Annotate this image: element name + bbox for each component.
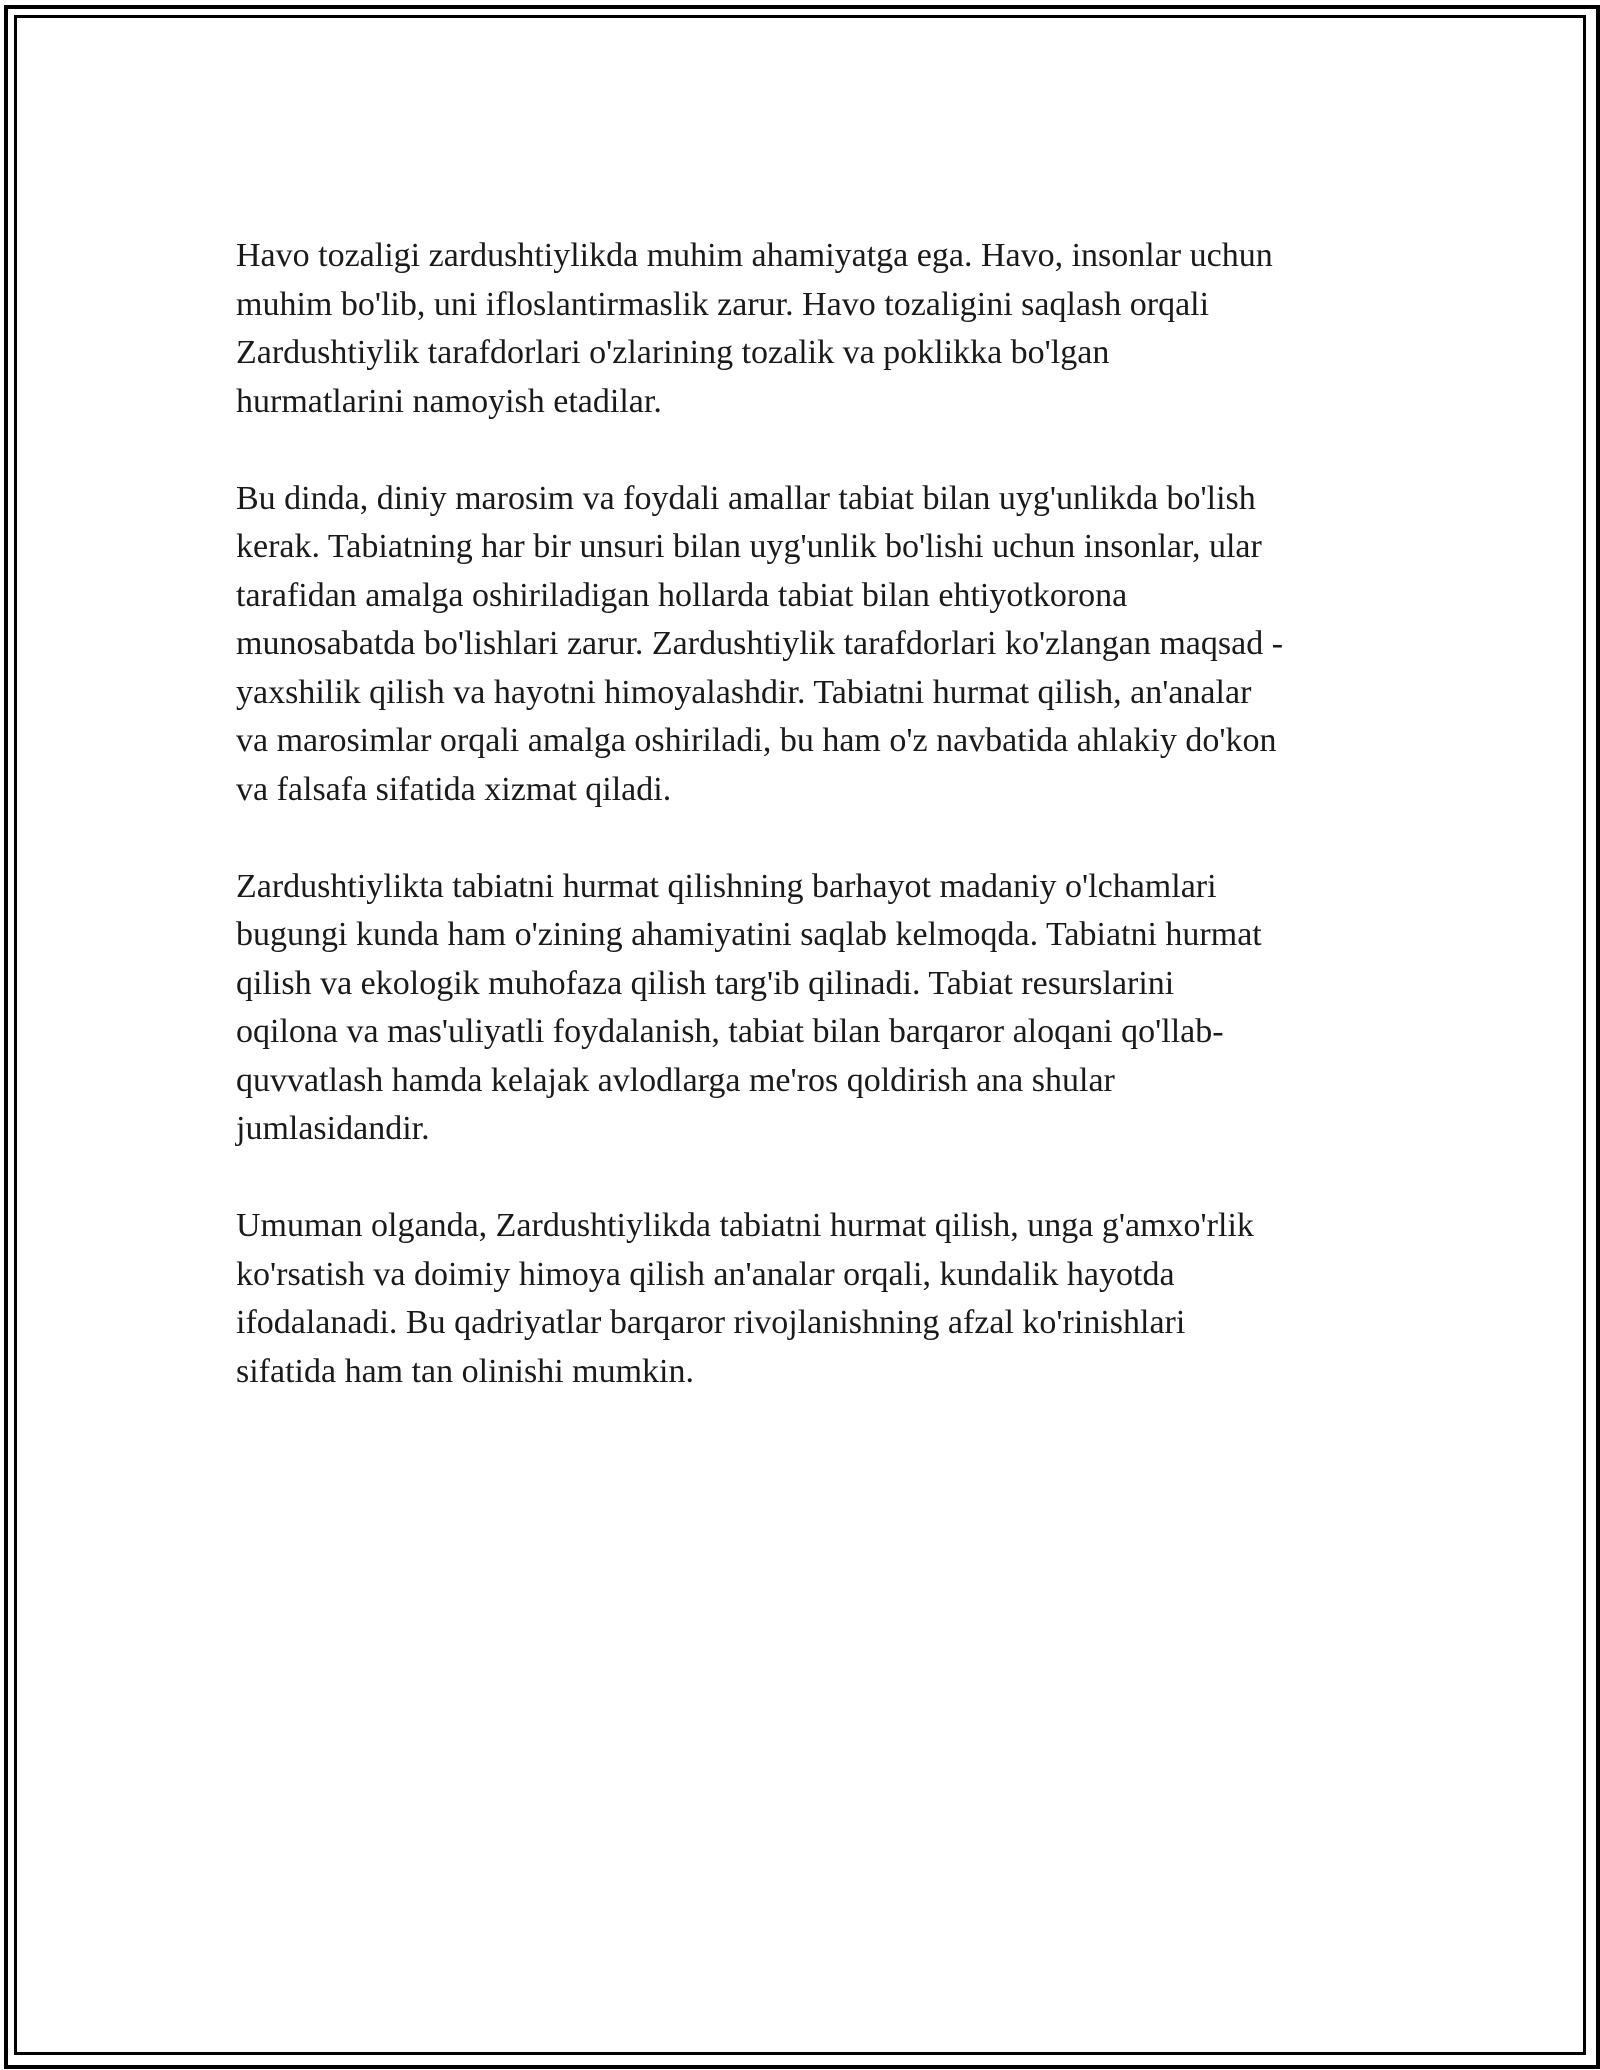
- text-line: qilish va ekologik muhofaza qilish targ'ib qilinadi. Tabiat resurslarini: [236, 964, 1175, 1002]
- text-line: tarafidan amalga oshiriladigan hollarda tabiat bilan ehtiyotkorona: [236, 576, 1128, 614]
- text-line: jumlasidandir.: [236, 1110, 430, 1147]
- text-line: bugungi kunda ham o'zining ahamiyatini saqlab kelmoqda. Tabiatni hurmat: [236, 916, 1262, 953]
- text-line: munosabatda bo'lishlari zarur. Zardushtiylik tarafdorlari ko'zlangan maqsad -: [236, 625, 1284, 662]
- text-line: Zardushtiylikta tabiatni hurmat qilishning barhayot madaniy o'lchamlari: [236, 867, 1217, 905]
- text-line: hurmatlarini namoyish etadilar.: [236, 382, 662, 420]
- text-line: Umuman olganda, Zardushtiylikda tabiatni hurmat qilish, unga g'amxo'rlik: [236, 1207, 1254, 1244]
- paragraph-2: [236, 475, 1376, 815]
- paragraph-1: [236, 232, 1376, 426]
- text-line: kerak. Tabiatning har bir unsuri bilan uyg'unlik bo'lishi uchun insonlar, ular: [236, 528, 1262, 565]
- text-line: va marosimlar orqali amalga oshiriladi, bu ham o'z navbatida ahlakiy do'kon: [236, 722, 1277, 759]
- text-line: quvvatlash hamda kelajak avlodlarga me'ros qoldirish ana shular: [236, 1061, 1115, 1099]
- text-line: yaxshilik qilish va hayotni himoyalashdir. Tabiatni hurmat qilish, an'analar: [236, 673, 1252, 711]
- text-line: oqilona va mas'uliyatli foydalanish, tabiat bilan barqaror aloqani qo'llab-: [236, 1013, 1224, 1050]
- paragraph-3: [236, 863, 1376, 1154]
- text-line: sifatida ham tan olinishi mumkin.: [236, 1352, 695, 1390]
- text-line: Havo tozaligi zardushtiylikda muhim ahamiyatga ega. Havo, insonlar uchun: [236, 237, 1273, 274]
- text-line: ifodalanadi. Bu qadriyatlar barqaror rivojlanishning afzal ko'rinishlari: [236, 1304, 1186, 1341]
- text-line: Bu dinda, diniy marosim va foydali amallar tabiat bilan uyg'unlikda bo'lish: [236, 479, 1256, 517]
- text-line: va falsafa sifatida xizmat qiladi.: [236, 770, 672, 808]
- document-body: [236, 232, 1376, 1445]
- paragraph-4: [236, 1202, 1376, 1396]
- text-line: muhim bo'lib, uni ifloslantirmaslik zarur. Havo tozaligini saqlash orqali: [236, 285, 1210, 323]
- text-line: Zardushtiylik tarafdorlari o'zlarining tozalik va poklikka bo'lgan: [236, 334, 1110, 371]
- text-line: ko'rsatish va doimiy himoya qilish an'analar orqali, kundalik hayotda: [236, 1255, 1175, 1293]
